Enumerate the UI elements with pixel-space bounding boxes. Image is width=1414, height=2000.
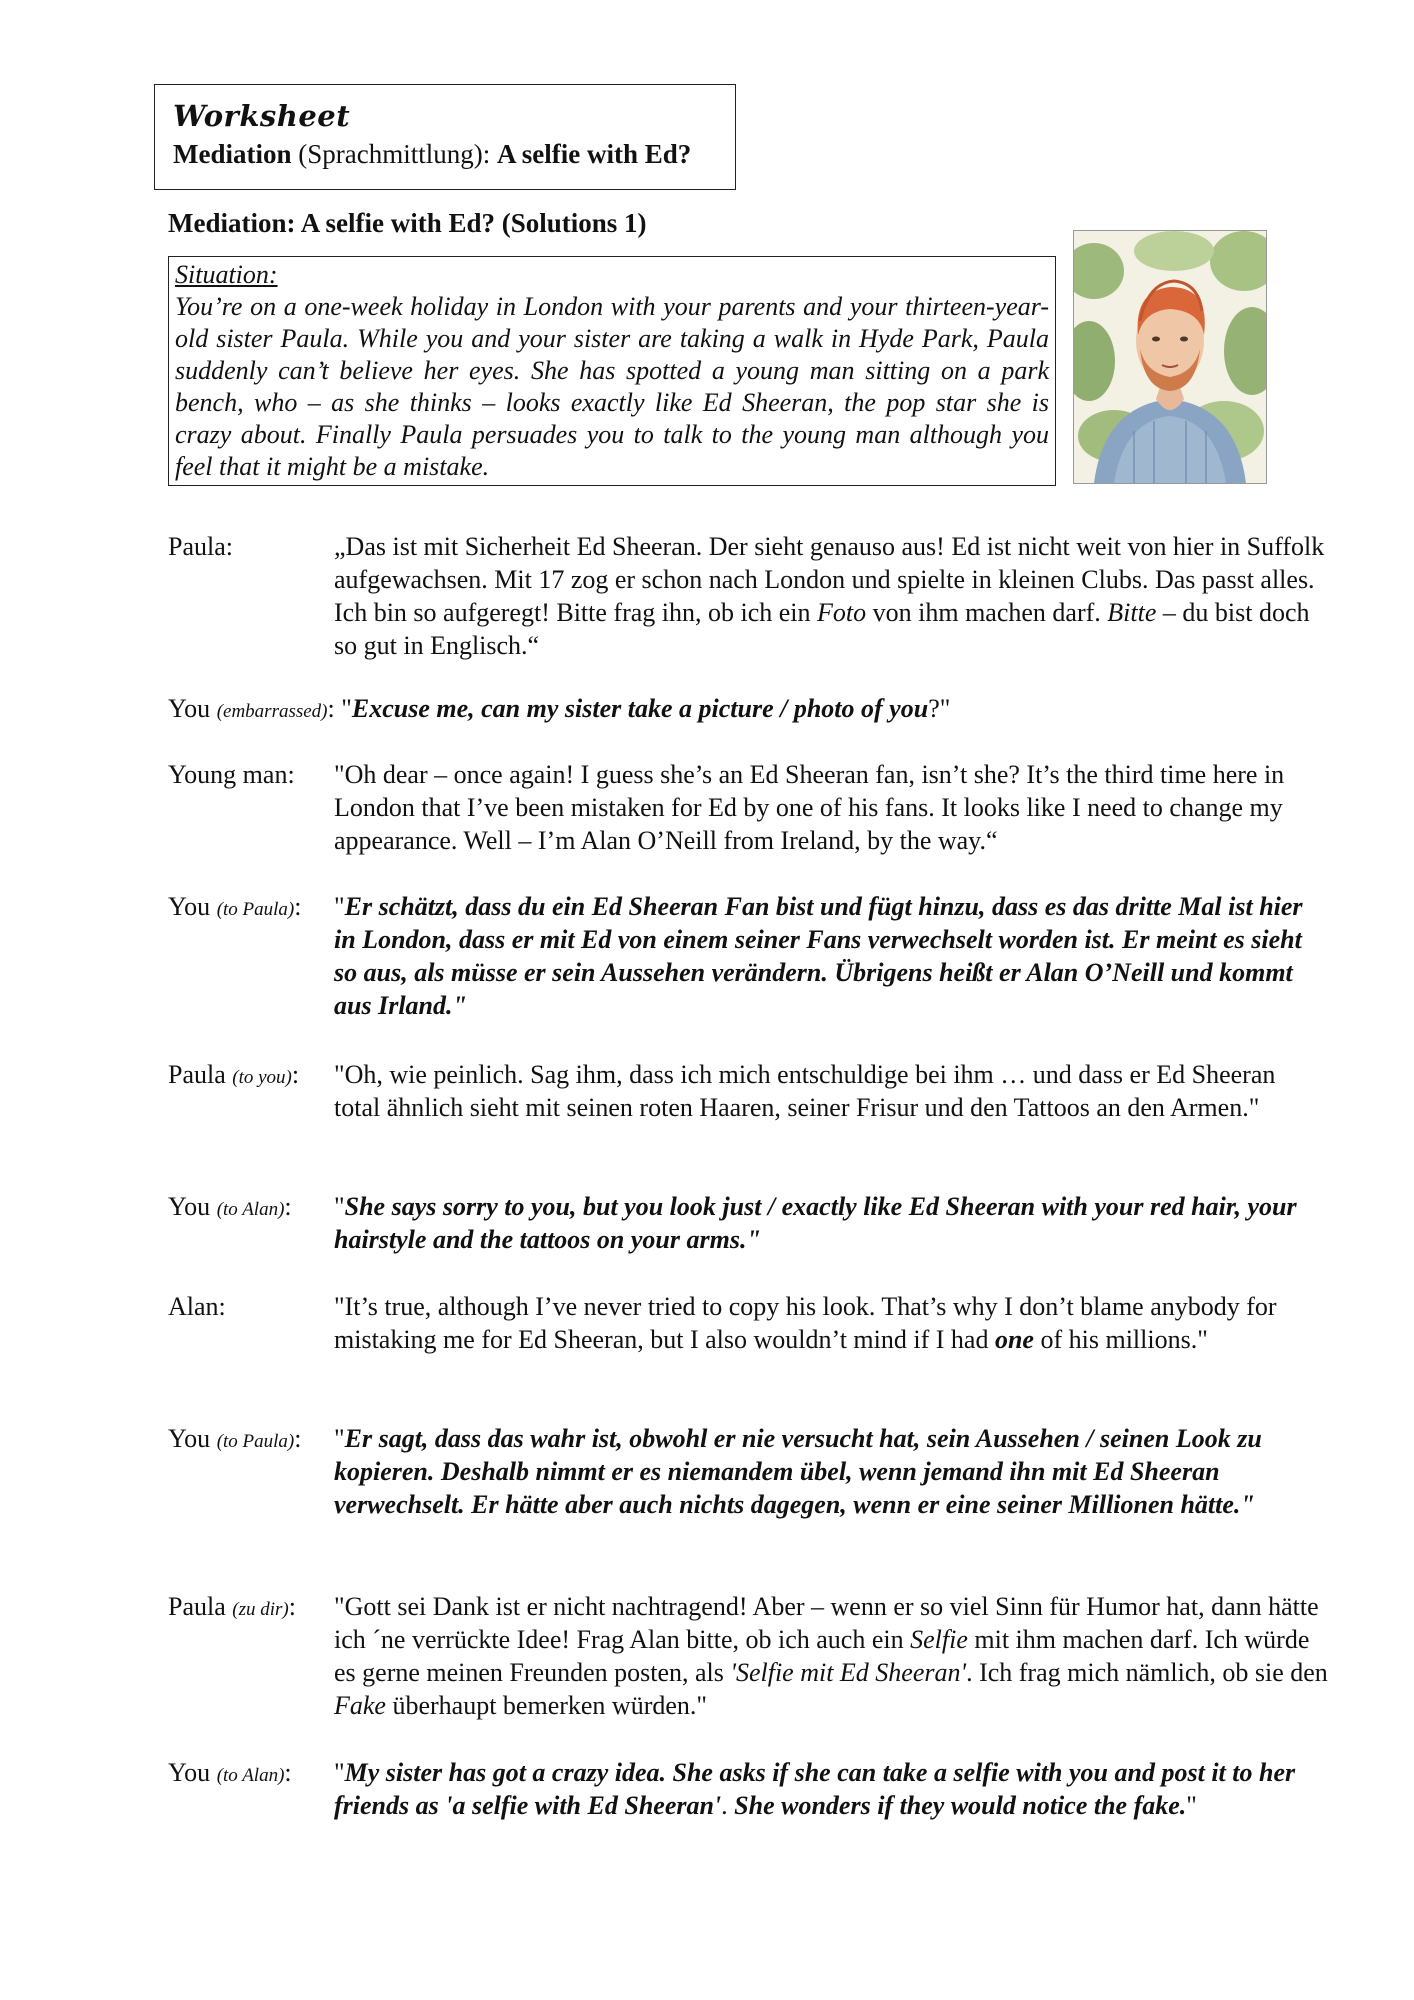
subtitle-mediation: Mediation: [173, 139, 292, 169]
dialogue-line-3: [168, 758, 1328, 857]
worksheet-subtitle: [173, 137, 735, 171]
dialogue-text: "Er schätzt, dass du ein Ed Sheeran Fan bist und fügt hinzu, dass es das dritte Mal ist hier in London, dass er mit Ed von einem seiner Fans verwechselt worden ist. Er meint es sieht so aus, als müsse er sein Aussehen verändern. Übrigens heißt er Alan O’Neill und kommt aus Irland.": [334, 892, 1303, 1020]
dialogue-text: "Er sagt, dass das wahr ist, obwohl er nie versucht hat, sein Aussehen / seinen Look zu kopieren. Deshalb nimmt er es niemandem übel, wenn jemand ihn mit Ed Sheeran verwechselt. Er hätte aber auch nichts dagegen, wenn er eine seiner Millionen hätte.": [334, 1424, 1262, 1519]
answer-text: Er schätzt, dass du ein Ed Sheeran Fan bist und fügt hinzu, dass es das dritte Mal ist hier in London, dass er mit Ed von einem seiner Fans verwechselt worden ist. Er meint es sieht so aus, als müsse er sein Aussehen verändern. Übrigens heißt er Alan O’Neill und kommt aus Irland.": [334, 892, 1303, 1020]
dialogue-text: "My sister has got a crazy idea. She asks if she can take a selfie with you and post it to her friends as 'a selfie with Ed Sheeran'. She wonders if they would notice the fake.": [334, 1758, 1296, 1820]
dialogue-text: You (embarrassed): "Excuse me, can my sister take a picture / photo of you?": [168, 694, 951, 723]
subtitle-sprachmittlung: (Sprachmittlung):: [291, 139, 497, 169]
subtitle-topic: A selfie with Ed?: [496, 139, 692, 169]
dialogue-line-8: [168, 1422, 1328, 1521]
dialogue-line-5: [168, 1058, 1328, 1124]
speaker-label: Paula (to you):: [168, 1060, 300, 1089]
worksheet-header-box: [154, 84, 736, 190]
answer-text: Er sagt, dass das wahr ist, obwohl er nie versucht hat, sein Aussehen / seinen Look zu kopieren. Deshalb nimmt er es niemandem übel, wenn jemand ihn mit Ed Sheeran verwechselt. Er hätte aber auch nichts dagegen, wenn er eine seiner Millionen hätte.": [334, 1424, 1262, 1519]
dialogue-line-6: [168, 1190, 1328, 1256]
answer-text: My sister has got a crazy idea. She asks if she can take a selfie with you and post it to her friends as 'a selfie with Ed Sheeran': [334, 1758, 1296, 1820]
answer-text: She says sorry to you, but you look just / exactly like Ed Sheeran with your red hair, your hairstyle and the tattoos on your arms.": [334, 1192, 1297, 1254]
speaker-label: Alan:: [168, 1292, 226, 1321]
speaker-label: You (to Alan):: [168, 1192, 292, 1221]
dialogue-text: "It’s true, although I’ve never tried to copy his look. That’s why I don’t blame anybody for mistaking me for Ed Sheeran, but I also wouldn’t mind if I had one of his millions.": [334, 1292, 1277, 1354]
speaker-label: You (to Paula):: [168, 892, 302, 921]
dialogue-text: "Gott sei Dank ist er nicht nachtragend! Aber – wenn er so viel Sinn für Humor hat, dann hätte ich ´ne verrückte Idee! Frag Alan bitte, ob ich auch ein Selfie mit ihm machen darf. Ich würde es gerne meinen Freunden posten, als 'Selfie mit Ed Sheeran'. Ich frag mich nämlich, ob sie den Fake überhaupt bemerken würden.": [334, 1592, 1328, 1720]
dialogue-line-7: [168, 1290, 1328, 1356]
speaker-label: You (to Paula):: [168, 1424, 302, 1453]
speaker-label: You: [168, 694, 211, 723]
dialogue-text: „Das ist mit Sicherheit Ed Sheeran. Der sieht genauso aus! Ed ist nicht weit von hier in Suffolk aufgewachsen. Mit 17 zog er schon nach London und spielte in kleinen Clubs. Das passt alles. Ich bin so aufgeregt! Bitte frag ihn, ob ich ein Foto von ihm machen darf. Bitte – du bist doch so gut in Englisch.“: [334, 532, 1325, 660]
situation-text: You’re on a one-week holiday in London with your parents and your thirteen-year-old sister Paula. While you and your sister are taking a walk in Hyde Park, Paula suddenly can’t believe her eyes. She has spotted a young man sitting on a park bench, who – as she thinks – looks exactly like Ed Sheeran, the pop star she is crazy about. Finally Paula persuades you to talk to the young man although you feel that it might be a mistake.: [175, 292, 1049, 481]
speaker-label: You (to Alan):: [168, 1758, 292, 1787]
dialogue-line-9: [168, 1590, 1328, 1722]
worksheet-title: Worksheet: [173, 99, 351, 133]
situation-box: [168, 256, 1056, 486]
speaker-label: Young man:: [168, 760, 295, 789]
portrait-drawing: [1073, 230, 1267, 484]
dialogue-line-10: [168, 1756, 1328, 1822]
dialogue-text: "Oh, wie peinlich. Sag ihm, dass ich mich entschuldige bei ihm … und dass er Ed Sheeran total ähnlich sieht mit seinen roten Haaren, seiner Frisur und den Tattoos an den Armen.": [334, 1060, 1276, 1122]
dialogue-text: "She says sorry to you, but you look just / exactly like Ed Sheeran with your red hair, your hairstyle and the tattoos on your arms.": [334, 1192, 1297, 1254]
speaker-note: (embarrassed): [216, 701, 328, 722]
dialogue-line-1: [168, 530, 1328, 662]
solutions-title: Mediation: A selfie with Ed? (Solutions 1): [168, 208, 647, 238]
speaker-label: Paula:: [168, 532, 233, 561]
answer-text: Excuse me, can my sister take a picture / photo of you: [351, 694, 929, 723]
dialogue-text: "Oh dear – once again! I guess she’s an Ed Sheeran fan, isn’t she? It’s the third time here in London that I’ve been mistaken for Ed by one of his fans. It looks like I need to change my appearance. Well – I’m Alan O’Neill from Ireland, by the way.“: [334, 760, 1285, 855]
situation-label: Situation:: [175, 260, 278, 289]
speaker-label: Paula (zu dir):: [168, 1592, 296, 1621]
dialogue-line-2: [168, 692, 1328, 728]
dialogue-line-4: [168, 890, 1328, 1022]
